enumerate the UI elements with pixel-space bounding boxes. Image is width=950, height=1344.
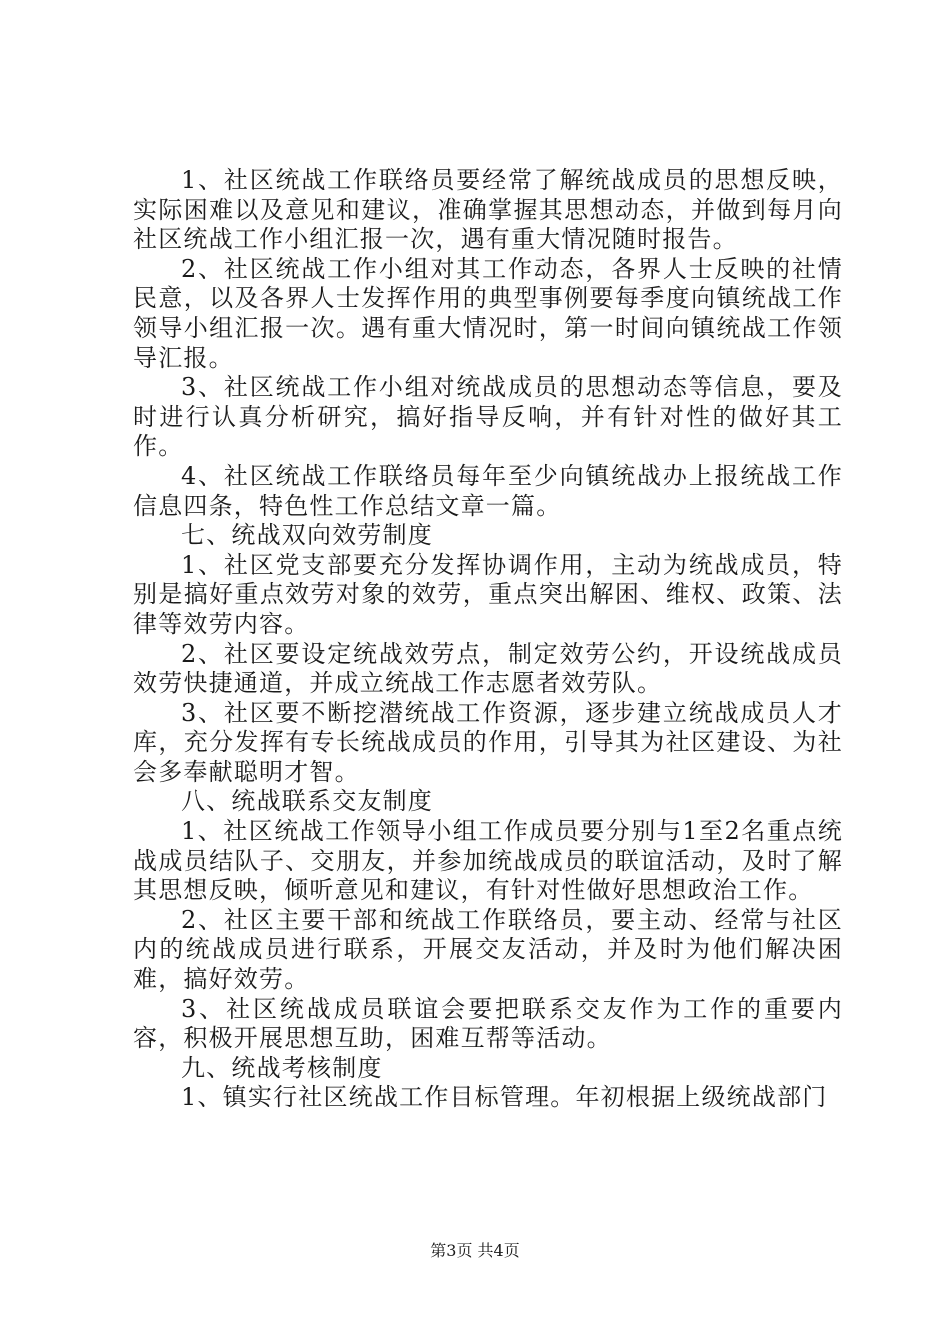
paragraph-4: 4、社区统战工作联络员每年至少向镇统战办上报统战工作信息四条，特色性工作总结文章一篇。 — [133, 461, 843, 520]
paragraph-1: 1、社区统战工作联络员要经常了解统战成员的思想反映，实际困难以及意见和建议，准确掌握其思想动态，并做到每月向社区统战工作小组汇报一次，遇有重大情况随时报告。 — [133, 166, 843, 254]
paragraph-10: 3、社区统战成员联谊会要把联系交友作为工作的重要内容，积极开展思想互助，困难互帮等活动。 — [133, 994, 843, 1053]
paragraph-7: 3、社区要不断挖潜统战工作资源，逐步建立统战成员人才库，充分发挥有专长统战成员的作用，引导其为社区建设、为社会多奉献聪明才智。 — [133, 698, 843, 786]
paragraph-2: 2、社区统战工作小组对其工作动态，各界人士反映的社情民意，以及各界人士发挥作用的典型事例要每季度向镇统战工作领导小组汇报一次。遇有重大情况时，第一时间向镇统战工作领导汇报。 — [133, 254, 843, 372]
section-heading-8: 八、统战联系交友制度 — [181, 787, 433, 816]
page-footer — [0, 1241, 950, 1261]
paragraph-5: 1、社区党支部要充分发挥协调作用，主动为统战成员，特别是搞好重点效劳对象的效劳，重点突出解困、维权、政策、法律等效劳内容。 — [133, 550, 843, 638]
section-heading-9: 九、统战考核制度 — [181, 1053, 383, 1082]
paragraph-11: 1、镇实行社区统战工作目标管理。年初根据上级统战部门 — [181, 1083, 828, 1112]
paragraph-8: 1、社区统战工作领导小组工作成员要分别与1至2名重点统战成员结队子、交朋友，并参加统战成员的联谊活动，及时了解其思想反映，倾听意见和建议，有针对性做好思想政治工作。 — [133, 817, 843, 905]
paragraph-6: 2、社区要设定统战效劳点，制定效劳公约，开设统战成员效劳快捷通道，并成立统战工作志愿者效劳队。 — [133, 639, 843, 698]
paragraph-9: 2、社区主要干部和统战工作联络员，要主动、经常与社区内的统战成员进行联系，开展交友活动，并及时为他们解决困难，搞好效劳。 — [133, 905, 843, 994]
section-heading-7: 七、统战双向效劳制度 — [181, 521, 433, 550]
page-number: 第3页 共4页 — [430, 1241, 520, 1260]
document-body — [133, 166, 843, 1113]
paragraph-3: 3、社区统战工作小组对统战成员的思想动态等信息，要及时进行认真分析研究，搞好指导反响，并有针对性的做好其工作。 — [133, 373, 843, 461]
